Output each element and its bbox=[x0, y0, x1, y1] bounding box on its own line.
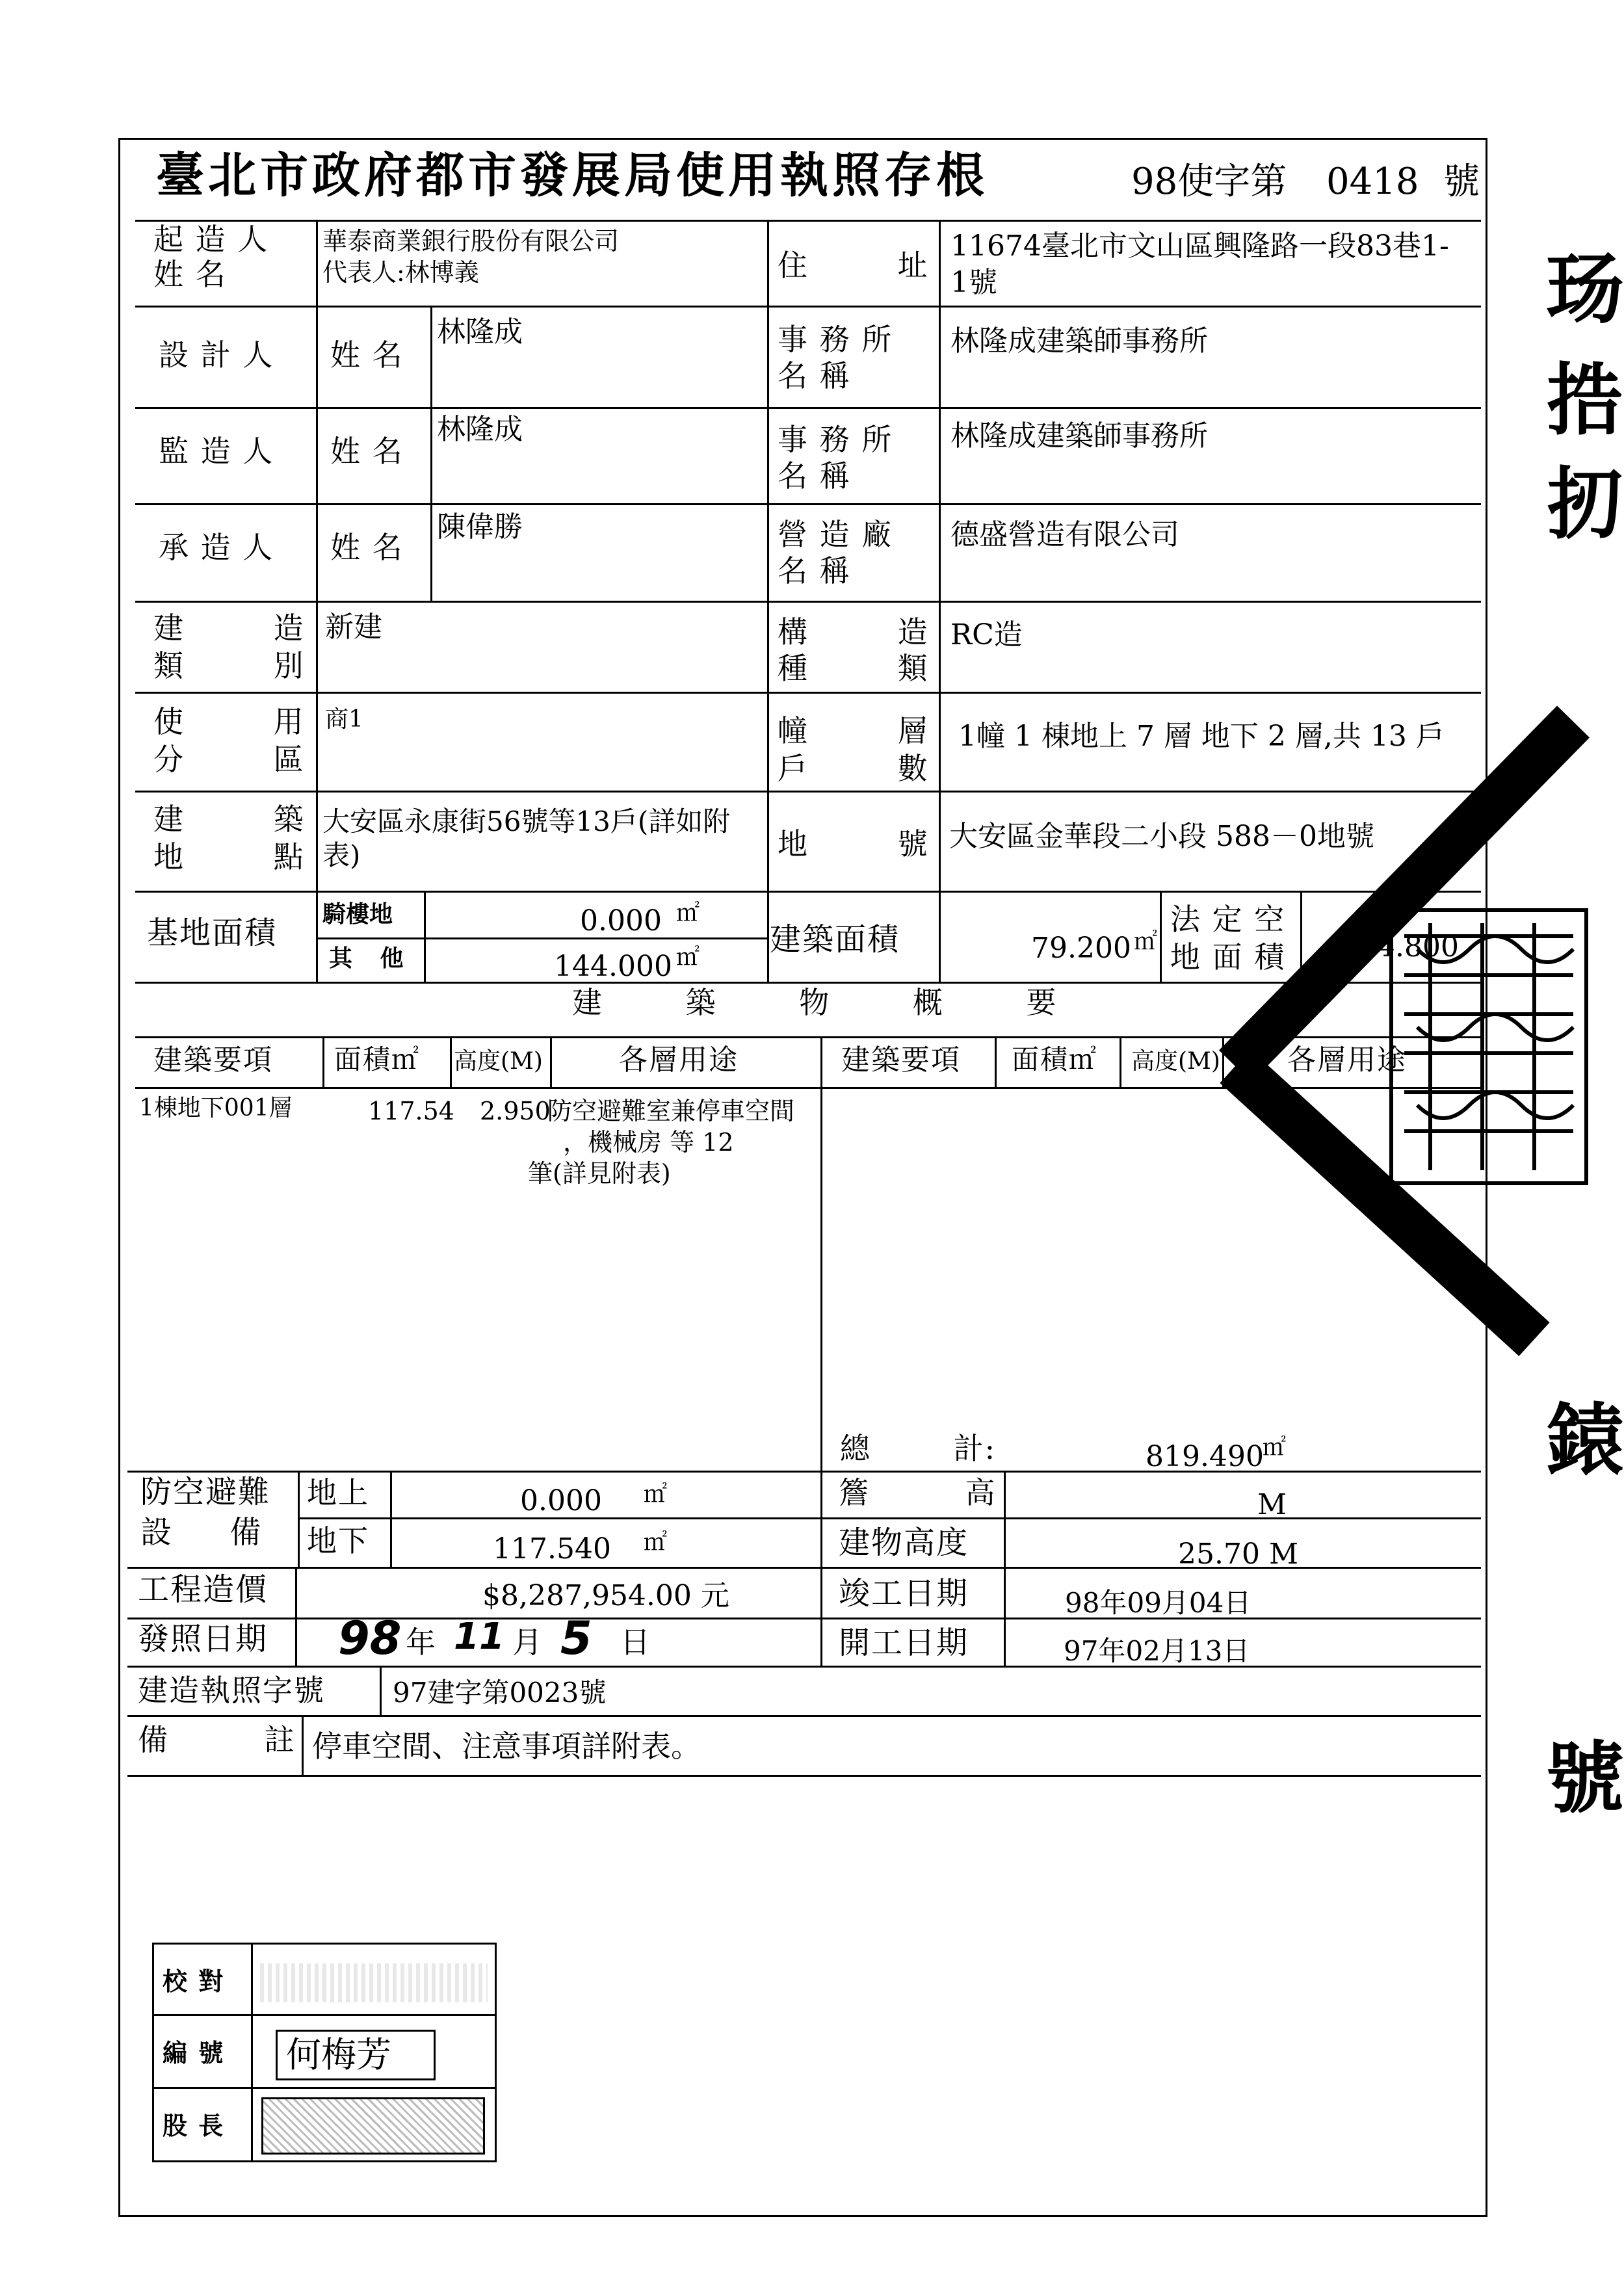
page-title: 臺北市政府都市發展局使用執照存根 bbox=[156, 148, 988, 203]
construction-type: 新建 bbox=[325, 610, 382, 644]
cost-label: 工程造價 bbox=[138, 1571, 268, 1608]
applicant-name: 華泰商業銀行股份有限公司 bbox=[322, 227, 620, 256]
divider bbox=[135, 220, 1481, 222]
month-char: 月 bbox=[512, 1625, 544, 1660]
below-ground-label: 地下 bbox=[307, 1523, 369, 1558]
supervisor-office-label-1: 事 務 所 bbox=[778, 422, 893, 457]
designer-name: 林隆成 bbox=[437, 315, 523, 348]
applicant-label-1: 起 造 人 bbox=[153, 222, 269, 257]
row-area: 117.54 bbox=[368, 1097, 454, 1125]
supervisor-office: 林隆成建築師事務所 bbox=[950, 419, 1208, 452]
col-use-2: 各層用途 bbox=[1287, 1043, 1407, 1077]
open-space-value: 64.800 bbox=[1359, 930, 1459, 963]
structure-type: RC造 bbox=[950, 618, 1023, 651]
below-ground-value: 117.540 bbox=[493, 1532, 611, 1566]
divider bbox=[316, 937, 767, 939]
divider bbox=[450, 1036, 452, 1087]
check-label: 校 對 bbox=[163, 1967, 225, 1996]
code-value: 何梅芳 bbox=[286, 2034, 391, 2075]
designer-name-label: 姓 名 bbox=[330, 337, 404, 373]
contractor-name-label: 姓 名 bbox=[330, 530, 404, 565]
divider bbox=[1160, 891, 1162, 982]
row-item: 1棟地下001層 bbox=[139, 1095, 293, 1121]
applicant-representative: 代表人:林博義 bbox=[322, 258, 479, 287]
type-label-2: 類 別 bbox=[153, 648, 305, 683]
divider bbox=[298, 1471, 300, 1567]
arcade-label: 騎樓地 bbox=[322, 900, 393, 928]
divider bbox=[1004, 1471, 1006, 1666]
row-use-3: 筆(詳見附表) bbox=[528, 1159, 671, 1188]
divider bbox=[302, 1715, 304, 1775]
divider bbox=[820, 1471, 822, 1666]
issue-month: 11 bbox=[454, 1616, 504, 1658]
col-area-2: 面積㎡ bbox=[1012, 1043, 1098, 1075]
edge-glyph-5: 號 bbox=[1546, 1734, 1624, 1824]
col-use: 各層用途 bbox=[619, 1043, 739, 1077]
divider bbox=[127, 1666, 1481, 1668]
floors-count: 1幢 1 棟地上 7 層 地下 2 層,共 13 戶 bbox=[958, 720, 1445, 753]
site-label-1: 建 築 bbox=[153, 802, 305, 837]
site-label-2: 地 點 bbox=[153, 839, 305, 874]
total-label: 總 計: bbox=[840, 1431, 997, 1466]
code-label: 編 號 bbox=[163, 2038, 225, 2067]
col-item-2: 建築要項 bbox=[841, 1043, 961, 1077]
issue-year: 98 bbox=[338, 1612, 402, 1665]
supervisor-role: 監 造 人 bbox=[159, 434, 274, 469]
divider bbox=[127, 1618, 1481, 1619]
divider bbox=[1120, 1036, 1121, 1087]
divider bbox=[322, 1036, 324, 1087]
building-area-label: 建築面積 bbox=[770, 921, 900, 958]
building-height-value: 25.70 M bbox=[1178, 1538, 1299, 1571]
contractor-office-label-1: 營 造 廠 bbox=[778, 517, 893, 552]
zoning: 商1 bbox=[325, 706, 363, 733]
row-height: 2.950 bbox=[480, 1097, 551, 1125]
divider bbox=[127, 1471, 1481, 1473]
designer-office: 林隆成建築師事務所 bbox=[950, 324, 1208, 358]
supervisor-office-label-2: 名 稱 bbox=[778, 458, 851, 493]
shelter-unit: ㎡ bbox=[644, 1481, 668, 1508]
col-area: 面積㎡ bbox=[334, 1043, 421, 1075]
applicant-label-2: 姓 名 bbox=[153, 257, 227, 292]
above-ground-value: 0.000 bbox=[520, 1484, 602, 1517]
col-height-2: 高度(M) bbox=[1131, 1048, 1220, 1075]
edge-glyph-3: 扨 bbox=[1546, 460, 1624, 550]
divider bbox=[767, 220, 769, 982]
type-label-1: 建 造 bbox=[153, 610, 305, 646]
divider bbox=[135, 601, 1481, 603]
edge-glyph-4: 鎱 bbox=[1546, 1396, 1624, 1486]
designer-office-label-2: 名 稱 bbox=[778, 358, 851, 393]
divider bbox=[424, 891, 426, 982]
year-char: 年 bbox=[406, 1625, 437, 1660]
divider bbox=[939, 220, 941, 982]
address-line-1: 11674臺北市文山區興隆路一段83巷1- bbox=[950, 229, 1449, 263]
license-number: 0418 bbox=[1326, 161, 1419, 203]
completion-label: 竣工日期 bbox=[839, 1575, 969, 1612]
completion-value: 98年09月04日 bbox=[1065, 1587, 1251, 1619]
divider bbox=[251, 1943, 253, 2162]
divider bbox=[995, 1036, 997, 1087]
cost-value: $8,287,954.00 元 bbox=[482, 1579, 729, 1612]
building-height-label: 建物高度 bbox=[839, 1525, 969, 1561]
divider bbox=[390, 1471, 392, 1567]
divider bbox=[298, 1517, 1481, 1519]
area-unit: ㎡ bbox=[676, 944, 700, 971]
divider bbox=[430, 306, 432, 601]
contractor-role: 承 造 人 bbox=[159, 530, 274, 565]
license-suffix: 號 bbox=[1443, 161, 1480, 203]
check-stamp bbox=[260, 1963, 488, 2002]
permit-label: 建造執照字號 bbox=[138, 1673, 325, 1708]
start-date-label: 開工日期 bbox=[839, 1625, 969, 1661]
day-char: 日 bbox=[620, 1625, 651, 1660]
structure-label-2: 種 類 bbox=[778, 651, 929, 686]
issue-day: 5 bbox=[560, 1612, 592, 1665]
edge-glyph-1: 玚 bbox=[1546, 245, 1624, 335]
floors-label-2: 戶 數 bbox=[778, 751, 929, 786]
divider bbox=[380, 1666, 382, 1715]
above-ground-label: 地上 bbox=[307, 1475, 369, 1510]
start-date-value: 97年02月13日 bbox=[1064, 1635, 1250, 1667]
seal-pattern bbox=[1391, 910, 1586, 1183]
total-value: 819.490 bbox=[1146, 1440, 1264, 1473]
permit-value: 97建字第0023號 bbox=[393, 1677, 607, 1709]
eaves-label: 簷 高 bbox=[839, 1475, 997, 1510]
col-height: 高度(M) bbox=[454, 1048, 543, 1075]
open-space-label-1: 法 定 空 bbox=[1170, 902, 1286, 937]
site-line-1: 大安區永康街56號等13戶(詳如附 bbox=[322, 806, 731, 837]
license-prefix: 98使字第 bbox=[1131, 161, 1287, 203]
other-label: 其 他 bbox=[329, 945, 404, 972]
contractor-name: 陳偉勝 bbox=[437, 510, 523, 544]
row-use-2: ，機械房 等 12 bbox=[563, 1128, 734, 1157]
eaves-unit: M bbox=[1257, 1488, 1287, 1521]
divider bbox=[152, 2014, 497, 2016]
row-use-1: 防空避難室兼停車空間 bbox=[547, 1097, 795, 1125]
chief-label: 股 長 bbox=[163, 2111, 225, 2140]
divider bbox=[135, 407, 1481, 409]
remarks-value: 停車空間、注意事項詳附表。 bbox=[312, 1729, 701, 1764]
divider bbox=[127, 1715, 1481, 1717]
other-value: 144.000 bbox=[554, 950, 672, 983]
designer-office-label-1: 事 務 所 bbox=[778, 322, 893, 357]
overview-heading: 建 築 物 概 要 bbox=[572, 985, 1058, 1020]
divider bbox=[295, 1567, 297, 1666]
remarks-label: 備 註 bbox=[138, 1722, 296, 1757]
shelter-label-2: 設 備 bbox=[140, 1514, 263, 1551]
issue-date-label: 發照日期 bbox=[138, 1621, 268, 1657]
divider bbox=[316, 220, 318, 982]
open-space-label-2: 地 面 積 bbox=[1170, 939, 1286, 975]
base-area-label: 基地面積 bbox=[147, 915, 278, 951]
edge-glyph-2: 捁 bbox=[1546, 356, 1624, 446]
chief-stamp bbox=[261, 2097, 485, 2155]
supervisor-name-label: 姓 名 bbox=[330, 434, 404, 469]
shelter-label-1: 防空避難 bbox=[140, 1474, 271, 1510]
divider bbox=[135, 306, 1481, 308]
contractor-office-label-2: 名 稱 bbox=[778, 553, 851, 588]
supervisor-name: 林隆成 bbox=[437, 413, 523, 446]
divider bbox=[820, 1036, 822, 1471]
building-area-value: 79.200 bbox=[1031, 932, 1131, 965]
total-unit: ㎡ bbox=[1263, 1434, 1287, 1461]
site-line-2: 表) bbox=[322, 839, 361, 871]
divider bbox=[152, 2087, 497, 2089]
lot-label: 地 號 bbox=[778, 826, 929, 861]
arcade-value: 0.000 bbox=[580, 904, 662, 937]
zone-label-2: 分 區 bbox=[153, 742, 305, 777]
area-unit: ㎡ bbox=[1134, 928, 1158, 955]
col-item: 建築要項 bbox=[153, 1043, 273, 1077]
shelter-unit: ㎡ bbox=[644, 1529, 668, 1556]
divider bbox=[550, 1036, 552, 1087]
contractor-office: 德盛營造有限公司 bbox=[950, 518, 1179, 551]
address-label: 住 址 bbox=[778, 248, 929, 283]
seal-overlay bbox=[1209, 637, 1607, 1352]
floors-label-1: 幢 層 bbox=[778, 713, 929, 748]
address-line-2: 1號 bbox=[950, 266, 997, 299]
designer-role: 設 計 人 bbox=[159, 337, 274, 373]
structure-label-1: 構 造 bbox=[778, 614, 929, 649]
divider bbox=[127, 1775, 1481, 1777]
divider bbox=[135, 503, 1481, 505]
zone-label-1: 使 用 bbox=[153, 704, 305, 739]
lot-number: 大安區金華段二小段 588－0地號 bbox=[949, 820, 1374, 853]
area-unit: ㎡ bbox=[676, 900, 700, 926]
